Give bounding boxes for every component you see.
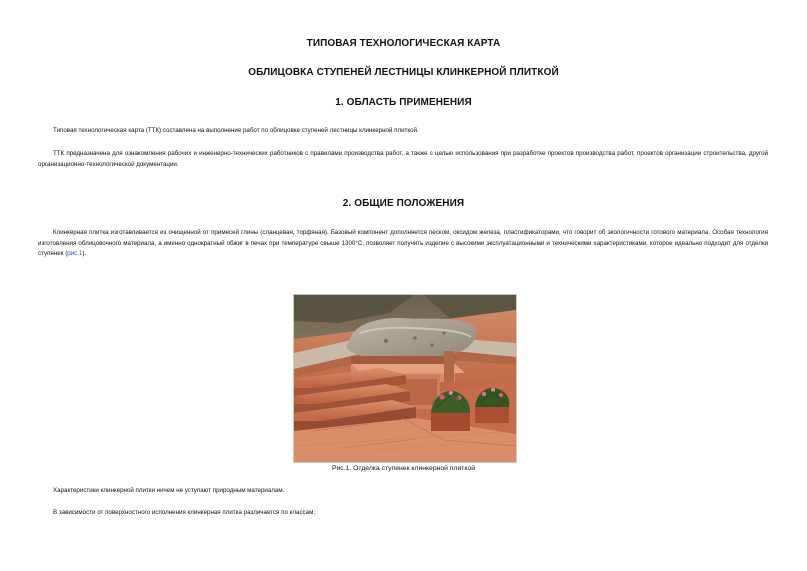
section2-heading: 2. ОБЩИЕ ПОЛОЖЕНИЯ	[342, 198, 465, 209]
figure-reference-suffix: ).	[82, 250, 87, 258]
figure-1-image	[293, 294, 517, 463]
figure-reference-prefix: (	[65, 250, 68, 258]
section2-paragraph1-text: Клинкерная плитка изготавливается из очищенной от примесей глины (сланцевая, торфяная). Базовый компонент дополняется песком, оксидом железа, пластификаторами, что говорит об экологичности готового материала. Особая технология изготовления облицовочного материала, а именно однократный обжиг в печах при температуре свыше 1300°С, позволяет получить изделие с высокими эксплуатационными и техническими характеристиками, которое идеально подходит для отделки ступенек	[38, 229, 768, 258]
document-subtitle: ОБЛИЦОВКА СТУПЕНЕЙ ЛЕСТНИЦЫ КЛИНКЕРНОЙ ПЛИТКОЙ	[248, 67, 559, 78]
figure-1-caption: Рис.1. Отделка ступенек клинкерной плиткой	[331, 465, 476, 472]
section1-paragraph1: Типовая технологическая карта (ТТК) составлена на выполнение работ по облицовке ступеней лестницы клинкерной плиткой.	[53, 127, 419, 134]
section2-paragraph1	[38, 228, 768, 260]
clinker-steps-photo	[294, 295, 516, 462]
section1-heading: 1. ОБЛАСТЬ ПРИМЕНЕНИЯ	[335, 97, 472, 108]
section2-paragraph2: Характеристики клинкерной плитки ничем не уступают природным материалам.	[53, 487, 285, 494]
figure-1-link[interactable]: рис.1	[67, 250, 83, 258]
section2-paragraph3: В зависимости от поверхностного исполнения клинкерная плитка различается по классам:	[53, 509, 316, 516]
document-title: ТИПОВАЯ ТЕХНОЛОГИЧЕСКАЯ КАРТА	[306, 38, 501, 49]
section1-paragraph2: ТТК предназначена для ознакомления рабочих и инженерно-технических работников с правилами производства работ, а также с целью использования при разработке проектов производства работ, проектов организации строительства, другой организационно-технологической документации.	[38, 150, 768, 168]
